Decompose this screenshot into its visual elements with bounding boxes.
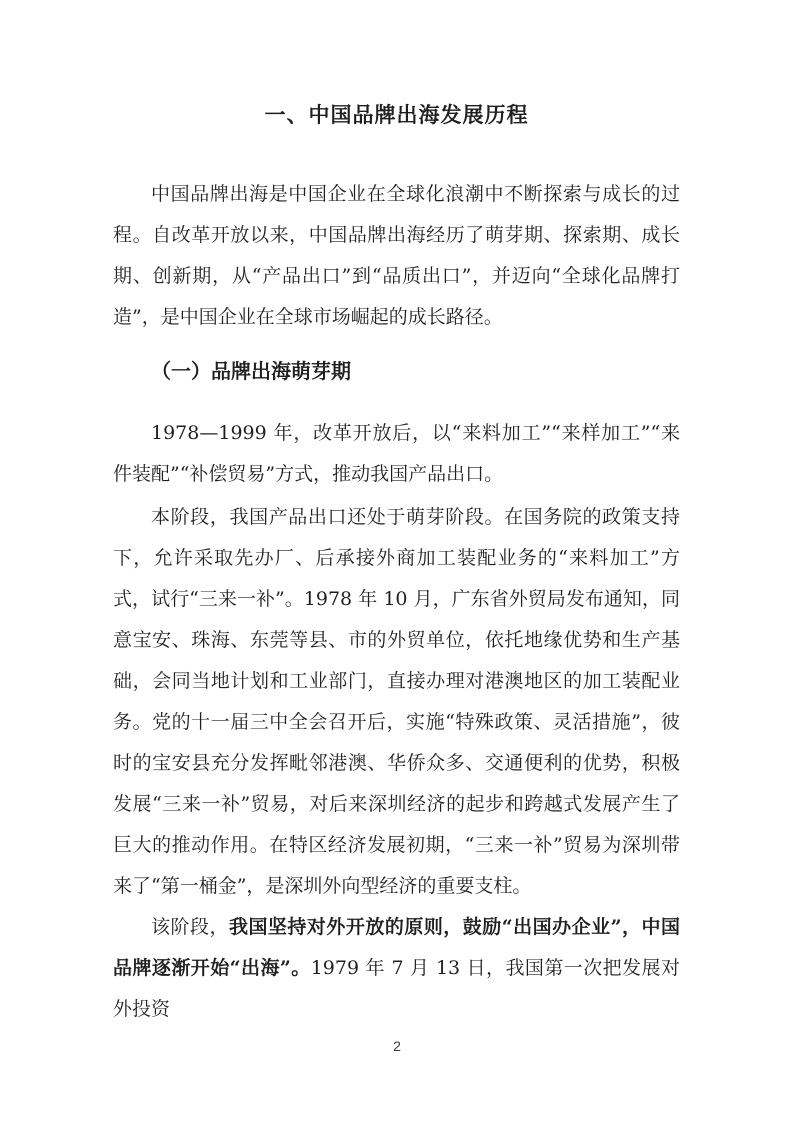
policy-tail-text: 1979 年 7 月 13 日，我国第一次把发展对外投资 bbox=[113, 957, 680, 1020]
paragraph-policy bbox=[113, 907, 680, 1030]
subsection-heading: （一）品牌出海萌芽期 bbox=[151, 359, 351, 383]
policy-lead-text: 该阶段， bbox=[151, 916, 229, 938]
intro-paragraph: 中国品牌出海是中国企业在全球化浪潮中不断探索与成长的过程。自改革开放以来，中国品牌出海经历了萌芽期、探索期、成长期、创新期，从“产品出口”到“品质出口”，并迈向“全球化品牌打造”，是中国企业在全球市场崛起的成长路径。 bbox=[113, 183, 680, 328]
page-number: 2 bbox=[393, 1038, 401, 1054]
paragraph-detail: 本阶段，我国产品出口还处于萌芽阶段。在国务院的政策支持下，允许采取先办厂、后承接外商加工装配业务的“来料加工”方式，试行“三来一补”。1978 年 10 月，广东省外贸局发布通知，同意宝安、珠海、东莞等县、市的外贸单位，依托地缘优势和生产基础，会同当地计划和工业部门，直接办理对港澳地区的加工装配业务。党的十一届三中全会召开后，实施“特殊政策、灵活措施”，彼时的宝安县充分发挥毗邻港澳、华侨众多、交通便利的优势，积极发展“三来一补”贸易，对后来深圳经济的起步和跨越式发展产生了巨大的推动作用。在特区经济发展初期，“三来一补”贸易为深圳带来了“第一桶金”，是深圳外向型经济的重要支柱。 bbox=[113, 506, 680, 897]
section-title: 一、中国品牌出海发展历程 bbox=[264, 102, 529, 127]
paragraph-period: 1978—1999 年，改革开放后，以“来料加工”“来样加工”“来件装配”“补偿贸易”方式，推动我国产品出口。 bbox=[113, 422, 680, 485]
page-content bbox=[113, 94, 680, 1030]
policy-emphasis-text: 我国坚持对外开放的原则，鼓励“出国办企业”，中国品牌逐渐开始“出海”。 bbox=[113, 916, 680, 979]
